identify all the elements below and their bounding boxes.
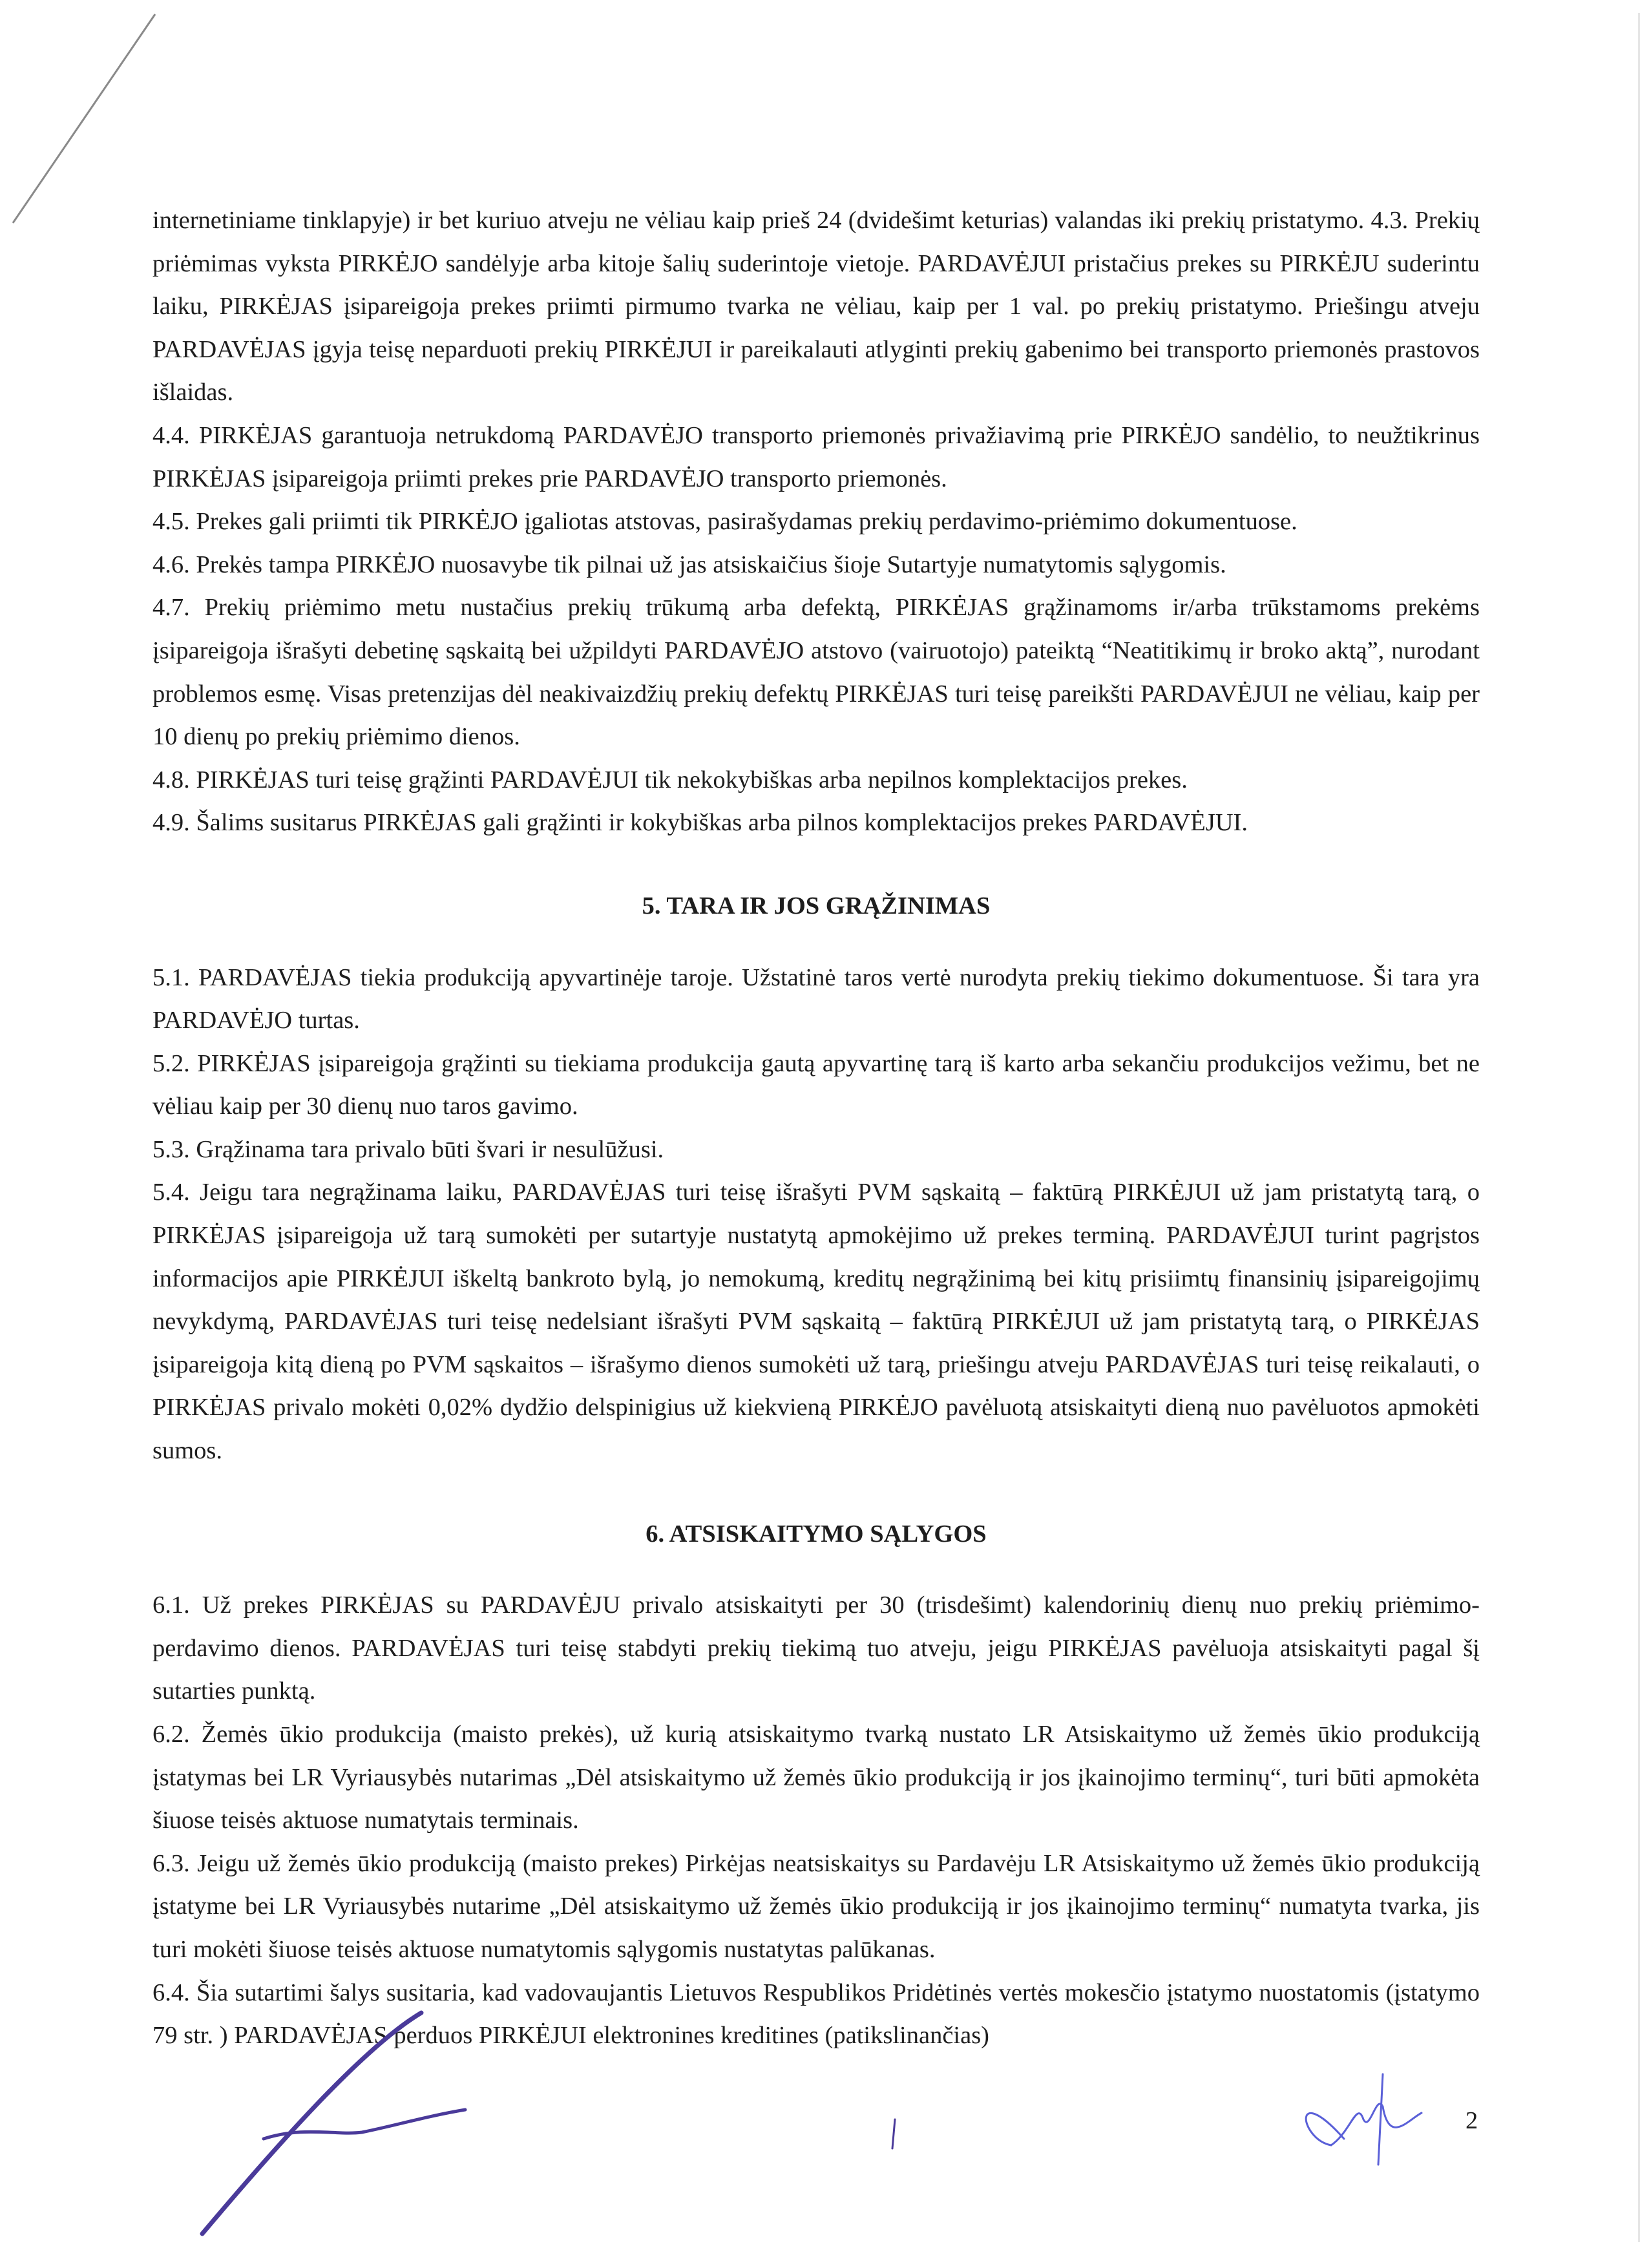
- seller-signature: [202, 2013, 895, 2234]
- paragraph: 5.3. Grąžinama tara privalo būti švari ir nesulūžusi.: [152, 1135, 664, 1163]
- section-heading: 5. TARA IR JOS GRĄŽINIMAS: [642, 892, 991, 919]
- buyer-signature: [1306, 2074, 1422, 2165]
- section-heading: 6. ATSISKAITYMO SĄLYGOS: [646, 1520, 987, 1548]
- paragraph: 4.8. PIRKĖJAS turi teisę grąžinti PARDAVĖJUI tik nekokybiškas arba nepilnos komplektacijos prekes.: [152, 766, 1188, 793]
- paragraph: 4.6. Prekės tampa PIRKĖJO nuosavybe tik pilnai už jas atsiskaičius šioje Sutartyje numatytomis sąlygomis.: [152, 551, 1226, 578]
- paragraph: 6.2. Žemės ūkio produkcija (maisto prekės), už kurią atsiskaitymo tvarką nustato LR Atsiskaitymo už žemės ūkio produkciją įstatymas bei LR Vyriausybės nutarimas „Dėl atsiskaitymo už žemės ūkio produkciją ir jos įkainojimo terminų“, turi būti apmokėta šiuose teisės aktuose numatytais terminais.: [152, 1721, 1480, 1834]
- paragraph: 4.4. PIRKĖJAS garantuoja netrukdomą PARDAVĖJO transporto priemonės privažiavimą prie PIRKĖJO sandėlio, to neužtikrinus PIRKĖJAS įsipareigoja priimti prekes prie PARDAVĖJO transporto priemonės.: [152, 421, 1480, 492]
- paragraph: internetiniame tinklapyje) ir bet kuriuo atveju ne vėliau kaip prieš 24 (dvidešimt keturias) valandas iki prekių pristatymo. 4.3. Prekių priėmimas vyksta PIRKĖJO sandėlyje arba kitoje šalių suderintoje vietoje. PARDAVĖJUI pristačius prekes su PIRKĖJU suderintu laiku, PIRKĖJAS įsipareigoja prekes priimti pirmumo tvarka ne vėliau, kaip per 1 val. po prekių pristatymo. Priešingu atveju PARDAVĖJAS įgyja teisę neparduoti prekių PIRKĖJUI ir pareikalauti atlyginti prekių gabenimo bei transporto priemonės prastovos išlaidas.: [152, 207, 1480, 406]
- paragraph: 4.7. Prekių priėmimo metu nustačius prekių trūkumą arba defektą, PIRKĖJAS grąžinamoms ir/arba trūkstamoms prekėms įsipareigoja išrašyti debetinę sąskaitą bei užpildyti PARDAVĖJO atstovo (vairuotojo) pateiktą “Neatitikimų ir broko aktą”, nurodant problemos esmę. Visas pretenzijas dėl neakivaizdžių prekių defektų PIRKĖJAS turi teisę pareikšti PARDAVĖJUI ne vėliau, kaip per 10 dienų po prekių priėmimo dienos.: [152, 594, 1480, 751]
- page-number: 2: [1465, 2107, 1478, 2134]
- paragraph: 6.4. Šia sutartimi šalys susitaria, kad vadovaujantis Lietuvos Respublikos Pridėtinės vertės mokesčio įstatymo nuostatomis (įstatymo 79 str. ) PARDAVĖJAS perduos PIRKĖJUI elektronines kreditines (patikslinančias): [152, 1979, 1480, 2050]
- paragraph: 4.5. Prekes gali priimti tik PIRKĖJO įgaliotas atstovas, pasirašydamas prekių perdavimo-priėmimo dokumentuose.: [152, 508, 1297, 536]
- paragraph: 5.2. PIRKĖJAS įsipareigoja grąžinti su tiekiama produkcija gautą apyvartinę tarą iš karto arba sekančiu produkcijos vežimu, bet ne vėliau kaip per 30 dienų nuo taros gavimo.: [152, 1049, 1480, 1120]
- paragraph: 5.1. PARDAVĖJAS tiekia produkciją apyvartinėje taroje. Užstatinė taros vertė nurodyta prekių tiekimo dokumentuose. Ši tara yra PARDAVĖJO turtas.: [152, 963, 1480, 1034]
- paragraph: 6.1. Už prekes PIRKĖJAS su PARDAVĖJU privalo atsiskaityti per 30 (trisdešimt) kalendorinių dienų nuo prekių priėmimo-perdavimo dienos. PARDAVĖJAS turi teisę stabdyti prekių tiekimą tuo atveju, jeigu PIRKĖJAS pavėluoja atsiskaityti pagal šį sutarties punktą.: [152, 1591, 1480, 1705]
- paragraph: 4.9. Šalims susitarus PIRKĖJAS gali grąžinti ir kokybiškas arba pilnos komplektacijos prekes PARDAVĖJUI.: [152, 809, 1248, 837]
- paragraph: 5.4. Jeigu tara negrąžinama laiku, PARDAVĖJAS turi teisę išrašyti PVM sąskaitą – faktūrą PIRKĖJUI už jam pristatytą tarą, o PIRKĖJAS įsipareigoja už tarą sumokėti per sutartyje nustatytą apmokėjimo už prekes terminą. PARDAVĖJUI turint pagrįstos informacijos apie PIRKĖJUI iškeltą bankroto bylą, jo nemokumą, kreditų negrąžinimą bei kitų prisiimtų finansinių įsipareigojimų nevykdymą, PARDAVĖJAS turi teisę nedelsiant išrašyti PVM sąskaitą – faktūrą PIRKĖJUI už jam pristatytą tarą, o PIRKĖJAS įsipareigoja kitą dieną po PVM sąskaitos – išrašymo dienos sumokėti už tarą, priešingu atveju PARDAVĖJAS turi teisę reikalauti, o PIRKĖJAS privalo mokėti 0,02% dydžio delspinigius už kiekvieną PIRKĖJO pavėluotą atsiskaityti dieną nuo pavėluotos apmokėti sumos.: [152, 1179, 1480, 1465]
- paragraph: 6.3. Jeigu už žemės ūkio produkciją (maisto prekes) Pirkėjas neatsiskaitys su Pardavėju LR Atsiskaitymo už žemės ūkio produkciją įstatyme bei LR Vyriausybės nutarime „Dėl atsiskaitymo už žemės ūkio produkciją ir jos įkainojimo terminų“ numatyta tvarka, jis turi mokėti šiuose teisės aktuose numatytomis sąlygomis nustatytas palūkanas.: [152, 1849, 1480, 1963]
